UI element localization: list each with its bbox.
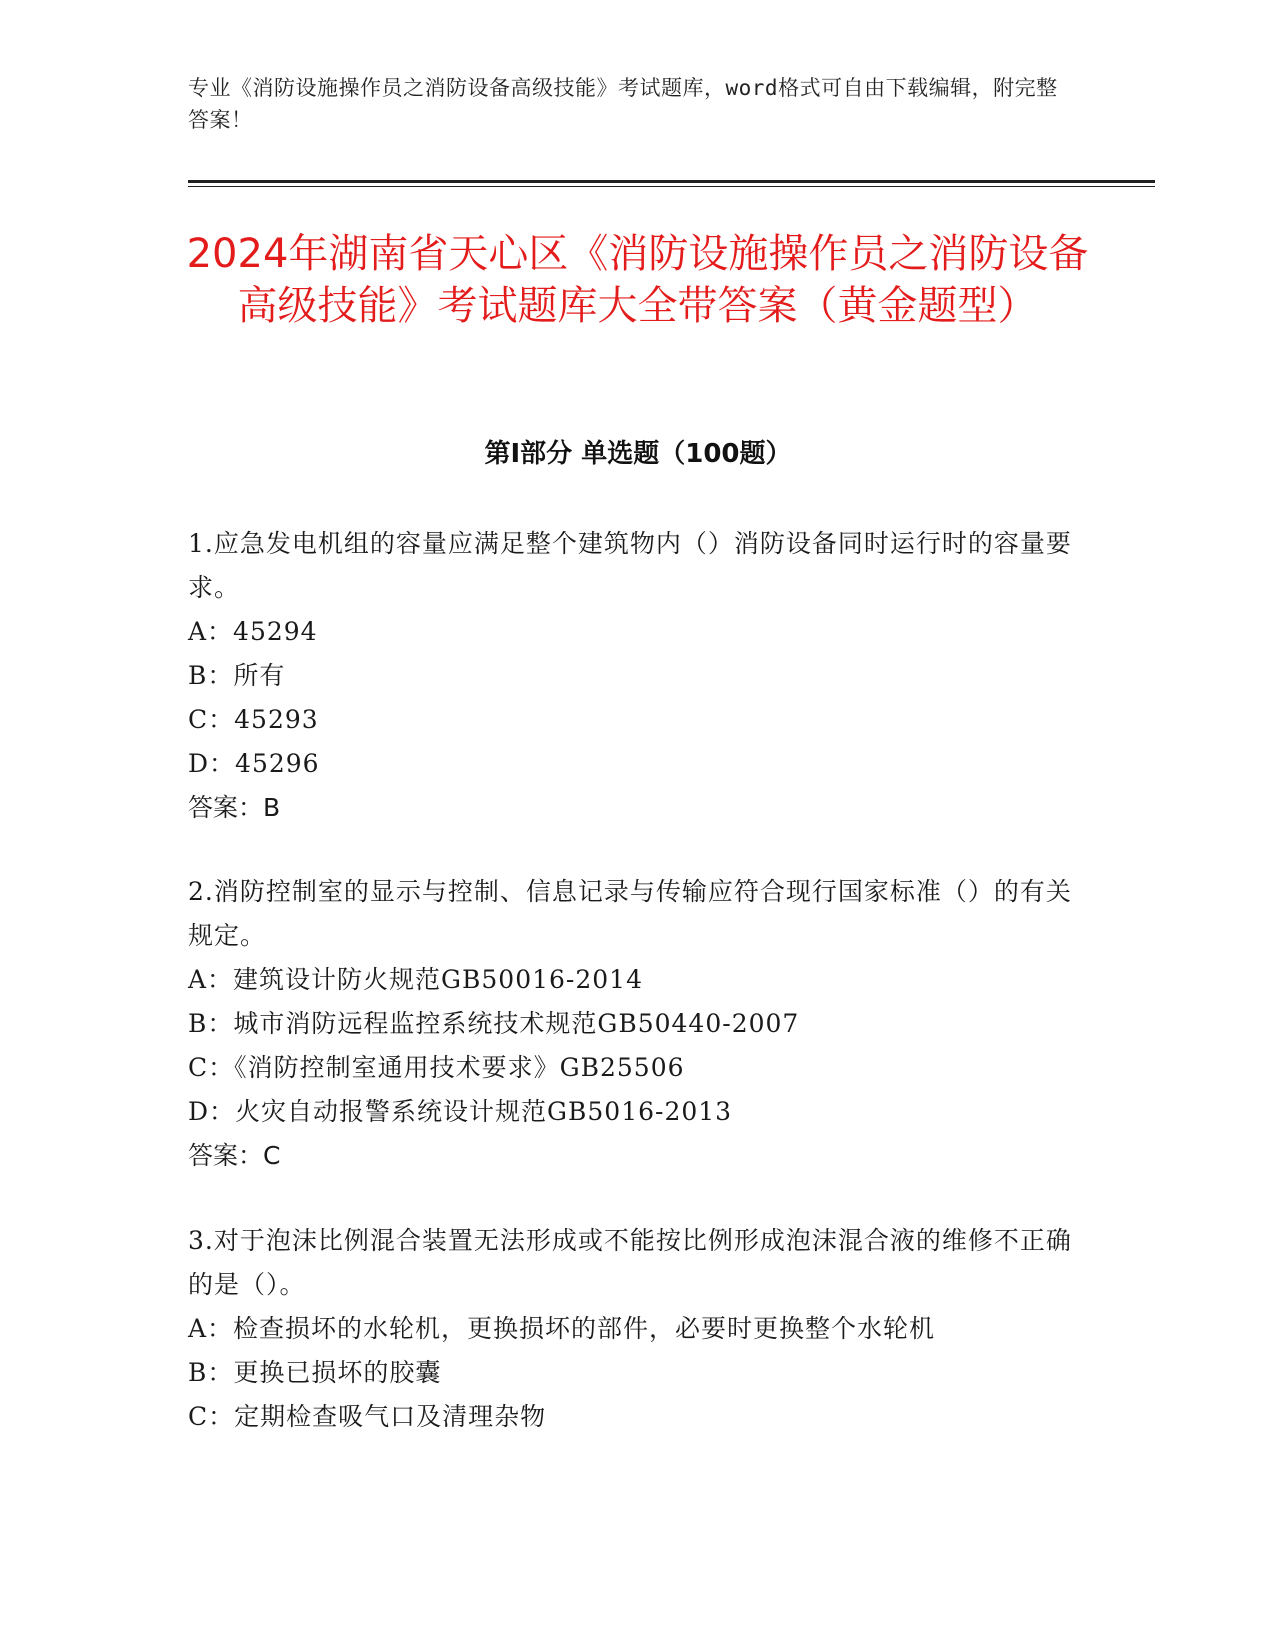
option-b: B：所有 (188, 661, 286, 690)
header-divider-thick (188, 180, 1155, 183)
header-divider-thin (188, 186, 1155, 187)
question-stem: 2.消防控制室的显示与控制、信息记录与传输应符合现行国家标准（）的有关规定。 (188, 877, 1072, 950)
option-a: A：建筑设计防火规范GB50016-2014 (188, 965, 643, 994)
option-d: D：45296 (188, 749, 320, 778)
answer-line: 答案：B (188, 793, 281, 822)
question-item (188, 870, 1088, 1178)
option-c: C：45293 (188, 705, 319, 734)
question-item (188, 1219, 1088, 1439)
question-item (188, 522, 1088, 830)
document-title: 2024年湖南省天心区《消防设施操作员之消防设备高级技能》考试题库大全带答案（黄金题型） (186, 231, 1089, 329)
header-note: 专业《消防设施操作员之消防设备高级技能》考试题库，word格式可自由下载编辑，附完整答案！ (188, 76, 1058, 132)
option-a: A：45294 (188, 617, 318, 646)
question-stem: 1.应急发电机组的容量应满足整个建筑物内（）消防设备同时运行时的容量要求。 (188, 529, 1072, 602)
answer-line: 答案：C (188, 1141, 281, 1170)
question-stem: 3.对于泡沫比例混合装置无法形成或不能按比例形成泡沫混合液的维修不正确的是（）。 (188, 1226, 1072, 1299)
option-c: C：《消防控制室通用技术要求》GB25506 (188, 1053, 685, 1082)
option-a: A：检查损坏的水轮机，更换损坏的部件，必要时更换整个水轮机 (188, 1314, 936, 1343)
option-c: C：定期检查吸气口及清理杂物 (188, 1402, 547, 1431)
section-title: 第I部分 单选题（100题） (484, 439, 792, 469)
option-b: B：城市消防远程监控系统技术规范GB50440-2007 (188, 1009, 800, 1038)
option-d: D：火灾自动报警系统设计规范GB5016-2013 (188, 1097, 733, 1126)
option-b: B：更换已损坏的胶囊 (188, 1358, 442, 1387)
